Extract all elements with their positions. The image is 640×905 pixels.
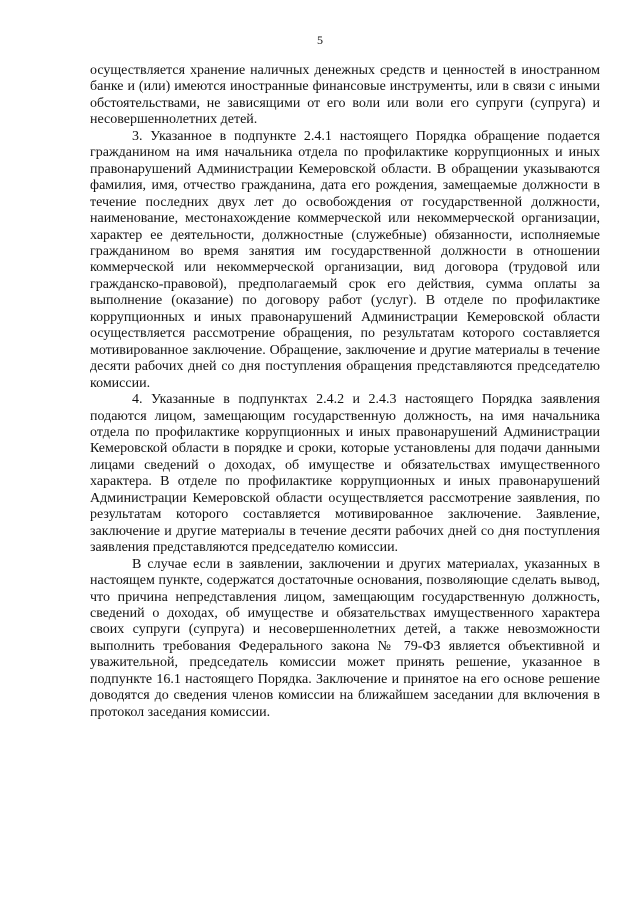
paragraph-item-4: 4. Указанные в подпунктах 2.4.2 и 2.4.3 настоящего Порядка заявления подаются лицом, замещающим государственную должность, на имя начальника отдела по профилактике коррупционных и иных правонарушений Администрации Кемеровской области в порядке и сроки, которые установлены для подачи данными лицами сведений о доходах, об имуществе и обязательствах имущественного характера. В отделе по профилактике коррупционных и иных правонарушений Администрации Кемеровской области осуществляется рассмотрение заявления, по результатам которого составляется мотивированное заключение. Заявление, заключение и другие материалы в течение десяти рабочих дней со дня поступления заявления представляются председателю комиссии.: [90, 392, 600, 556]
page-number: 5: [317, 33, 323, 47]
document-body: [90, 63, 600, 721]
paragraph-continuation: осуществляется хранение наличных денежных средств и ценностей в иностранном банке и (или) имеются иностранные финансовые инструменты, или в связи с иными обстоятельствами, не зависящими от его воли или воли его супруги (супруга) и несовершеннолетних детей.: [90, 63, 600, 128]
paragraph-item-3: 3. Указанное в подпункте 2.4.1 настоящего Порядка обращение подается гражданином на имя начальника отдела по профилактике коррупционных и иных правонарушений Администрации Кемеровской области. В обращении указываются фамилия, имя, отчество гражданина, дата его рождения, замещаемые должности в течение последних двух лет до освобождения от государственной должности, наименование, местонахождение коммерческой или некоммерческой организации, характер ее деятельности, должностные (служебные) обязанности, исполняемые гражданином во время занятия им государственной должности в отношении коммерческой или некоммерческой организации, вид договора (трудовой или гражданско-правовой), предполагаемый срок его действия, сумма оплаты за выполнение (оказание) по договору работ (услуг). В отделе по профилактике коррупционных и иных правонарушений Администрации Кемеровской области осуществляется рассмотрение обращения, по результатам которого составляется мотивированное заключение. Обращение, заключение и другие материалы в течение десяти рабочих дней со дня поступления обращения представляются председателю комиссии.: [90, 128, 600, 391]
paragraph-exception-case: В случае если в заявлении, заключении и других материалах, указанных в настоящем пункте, содержатся достаточные основания, позволяющие сделать вывод, что причина непредставления лицом, замещающим государственную должность, сведений о доходах, об имуществе и обязательствах имущественного характера своих супруги (супруга) и несовершеннолетних детей, а также невозможности выполнить требования Федерального закона № 79-ФЗ является объективной и уважительной, председатель комиссии может принять решение, указанное в подпункте 16.1 настоящего Порядка. Заключение и принятое на его основе решение доводятся до сведения членов комиссии на ближайшем заседании для включения в протокол заседания комиссии.: [90, 556, 600, 720]
